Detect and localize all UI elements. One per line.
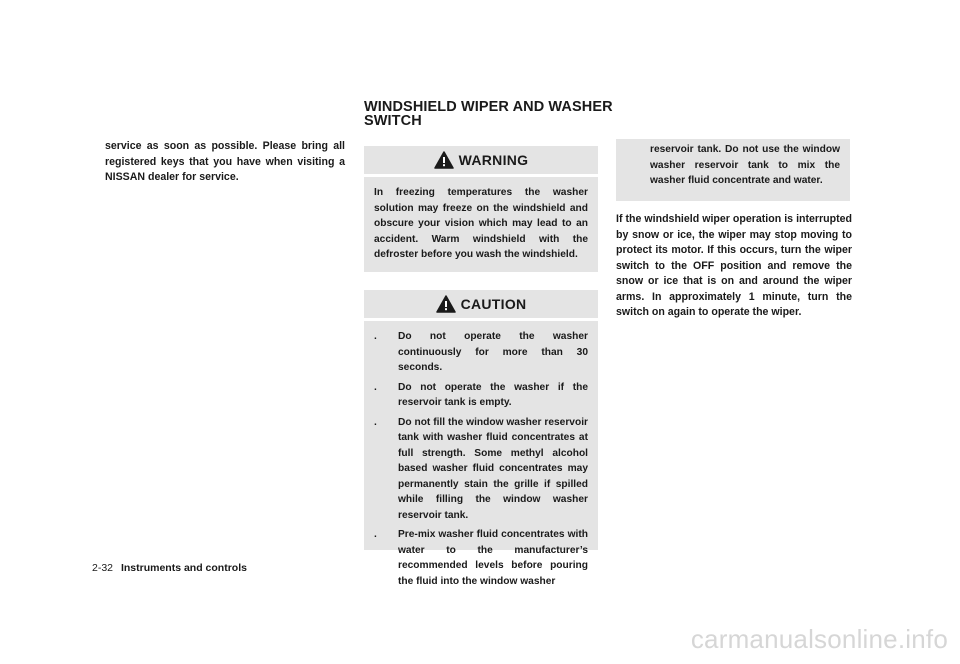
- section-title: [364, 100, 614, 128]
- caution-continuation-text: reservoir tank. Do not use the window washer reservoir tank to mix the washer fluid concentrate and water.: [650, 144, 840, 186]
- warning-text: In freezing temperatures the washer solution may freeze on the windshield and obscure your vision which may lead to an accident. Warm windshield with the defroster before you wash the windshield.: [374, 187, 588, 260]
- bullet-glyph: .: [374, 331, 377, 342]
- list-item: [374, 329, 588, 376]
- caution-title: CAUTION: [460, 296, 527, 312]
- caution-item-text: Do not operate the washer continuously for more than 30 seconds.: [398, 331, 588, 373]
- warning-body: [364, 177, 598, 271]
- caution-item-text: Do not operate the washer if the reservoir tank is empty.: [398, 381, 588, 408]
- caution-body: [364, 321, 598, 601]
- warning-triangle-icon: [436, 295, 456, 313]
- list-item: [374, 415, 588, 524]
- section-title-line2: SWITCH: [364, 113, 422, 129]
- page-footer: [92, 562, 247, 574]
- warning-triangle-icon: [434, 151, 454, 169]
- watermark: carmanualsonline.info: [690, 624, 948, 654]
- left-column-paragraph: service as soon as possible. Please bring all registered keys that you have when visiting a NISSAN dealer for service.: [105, 140, 345, 183]
- list-item: [374, 380, 588, 411]
- caution-item-text: Pre-mix washer fluid concentrates with water to the manufacturer’s recommended levels before pouring the fluid into the window washer: [398, 529, 588, 587]
- caution-box: [364, 290, 598, 587]
- bullet-glyph: .: [374, 529, 377, 540]
- warning-header: [364, 146, 598, 174]
- bullet-glyph: .: [374, 416, 377, 428]
- caution-list: [374, 329, 588, 589]
- right-column-paragraph: If the windshield wiper operation is interrupted by snow or ice, the wiper may stop moving to protect its motor. If this occurs, turn the wiper switch to the OFF position and remove the snow or ice that is on and around the wiper arms. In approximately 1 minute, turn the switch on again to operate the wiper.: [616, 213, 852, 318]
- caution-continuation-box: [616, 139, 850, 201]
- chapter-title: Instruments and controls: [120, 562, 247, 574]
- warning-box: [364, 146, 598, 272]
- section-title-line1: WINDSHIELD WIPER AND WASHER: [364, 99, 613, 115]
- caution-item-text: Do not fill the window washer reservoir tank with washer fluid concentrates at full strength. Some methyl alcohol based washer fluid concentrates may permanently stain the grille if spilled while filling the window washer reservoir tank.: [398, 416, 588, 521]
- bullet-glyph: .: [374, 381, 377, 393]
- page-number: 2-32: [92, 562, 114, 574]
- warning-title: WARNING: [458, 152, 529, 168]
- caution-header: [364, 290, 598, 318]
- list-item: [374, 527, 588, 589]
